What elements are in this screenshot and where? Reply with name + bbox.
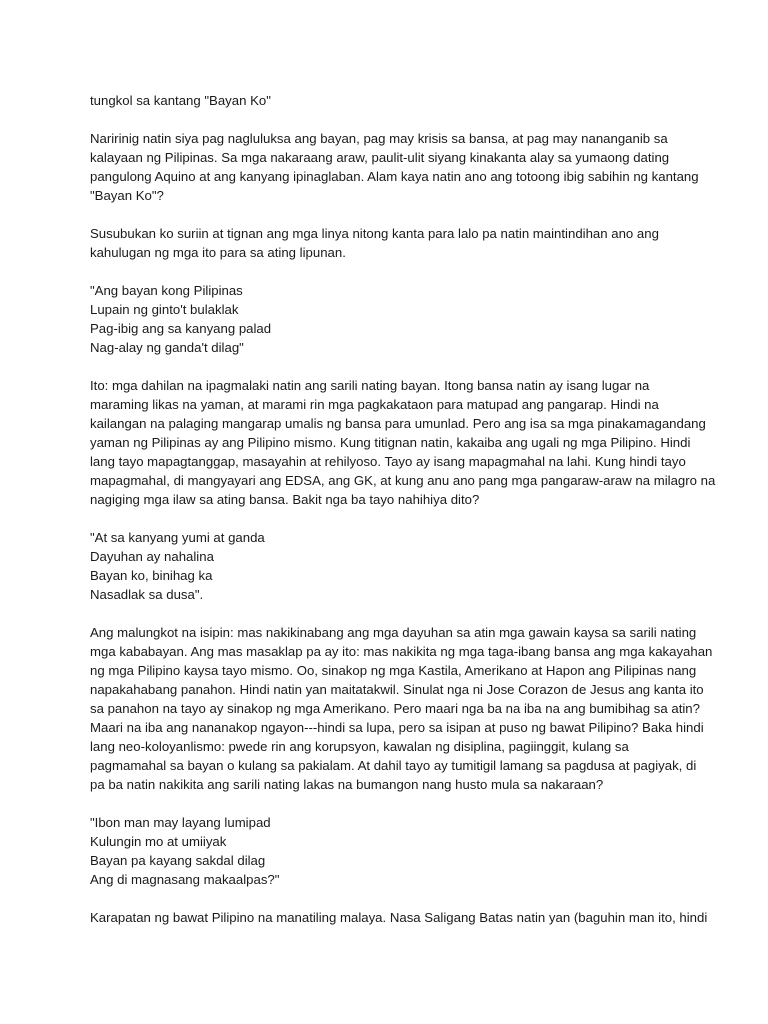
text-line: Susubukan ko suriin at tignan ang mga linya nitong kanta para lalo pa natin maintindihan ano ang	[90, 226, 659, 241]
verse-line: Bayan ko, binihag ka	[90, 568, 213, 583]
text-line: ng mga Pilipino kaysa tayo mismo. Oo, sinakop ng mga Kastila, Amerikano at Hapon ang Pilipinas nang	[90, 663, 697, 678]
verse-3	[90, 813, 690, 889]
text-line: napakahabang panahon. Hindi natin yan maitatakwil. Sinulat nga ni Jose Corazon de Jesus ang kanta ito	[90, 682, 704, 697]
text-line: kahulugan ng mga ito para sa ating lipunan.	[90, 245, 346, 260]
verse-line: Dayuhan ay nahalina	[90, 549, 214, 564]
text-line: Ito: mga dahilan na ipagmalaki natin ang sarili nating bayan. Itong bansa natin ay isang lugar na	[90, 378, 650, 393]
text-line: pa ba natin nakikita ang sarili nating lakas na bumangon nang husto mula sa nakaraan?	[90, 777, 604, 792]
document-title: tungkol sa kantang "Bayan Ko"	[90, 93, 271, 108]
paragraph-2	[90, 224, 690, 262]
document-text	[90, 91, 716, 927]
text-line: kalayaan ng Pilipinas. Sa mga nakaraang araw, paulit-ulit siyang kinakanta alay sa yumaong dating	[90, 150, 670, 165]
text-line: Karapatan ng bawat Pilipino na manatiling malaya. Nasa Saligang Batas natin yan (baguhin man ito, hindi	[90, 910, 708, 925]
verse-1	[90, 281, 690, 357]
verse-line: Bayan pa kayang sakdal dilag	[90, 853, 266, 868]
verse-line: Nasadlak sa dusa".	[90, 587, 204, 602]
paragraph-4	[90, 623, 713, 794]
verse-line: "At sa kanyang yumi at ganda	[90, 530, 265, 545]
verse-line: "Ibon man may layang lumipad	[90, 815, 271, 830]
verse-line: Kulungin mo at umiiyak	[90, 834, 227, 849]
text-line: mapagmahal, di mangyayari ang EDSA, ang GK, at kung anu ano pang mga pangaraw-araw na milagro na	[90, 473, 716, 488]
verse-2	[90, 528, 690, 604]
verse-line: Nag-alay ng ganda't dilag"	[90, 340, 244, 355]
text-line: kailangan na palaging mangarap umalis ng bansa para umunlad. Pero ang isa sa mga pinakamagandang	[90, 416, 706, 431]
text-line: Maari na iba ang nananakop ngayon---hindi sa lupa, pero sa isipan at puso ng bawat Pilipino? Baka hindi	[90, 720, 704, 735]
text-line: pagmamahal sa bayan o kulang sa pakialam. At dahil tayo ay tumitigil lamang sa pagdusa at pagiyak, di	[90, 758, 697, 773]
text-line: Naririnig natin siya pag nagluluksa ang bayan, pag may krisis sa bansa, at pag may nananganib sa	[90, 131, 668, 146]
text-line: lang neo-koloyanlismo: pwede rin ang korupsyon, kawalan ng disiplina, pagiinggit, kulang sa	[90, 739, 629, 754]
paragraph-3	[90, 376, 716, 509]
verse-line: "Ang bayan kong Pilipinas	[90, 283, 243, 298]
text-line: sa panahon na tayo ay sinakop ng mga Amerikano. Pero maari nga ba na iba na ang bumibihag sa atin?	[90, 701, 700, 716]
text-line: maraming likas na yaman, at marami rin mga pagkakataon para matupad ang pangarap. Hindi na	[90, 397, 659, 412]
text-line: yaman ng Pilipinas ay ang Pilipino mismo. Kung titignan natin, kakaiba ang ugali ng mga Pilipino. Hindi	[90, 435, 691, 450]
text-line: "Bayan Ko"?	[90, 188, 164, 203]
verse-line: Pag-ibig ang sa kanyang palad	[90, 321, 272, 336]
text-line: pangulong Aquino at ang kanyang ipinaglaban. Alam kaya natin ano ang totoong ibig sabihin ng kantang	[90, 169, 699, 184]
text-line: lang tayo mapagtanggap, masayahin at rehilyoso. Tayo ay isang mapagmahal na lahi. Kung hindi tayo	[90, 454, 686, 469]
verse-line: Lupain ng ginto't bulaklak	[90, 302, 239, 317]
paragraph-1	[90, 129, 699, 205]
text-line: mga kababayan. Ang mas masaklap pa ay ito: mas nakikita ng mga taga-ibang bansa ang mga kakayahan	[90, 644, 713, 659]
text-line: nagiging mga ilaw sa ating bansa. Bakit nga ba tayo nahihiya dito?	[90, 492, 480, 507]
verse-line: Ang di magnasang makaalpas?"	[90, 872, 280, 887]
text-line: Ang malungkot na isipin: mas nakikinabang ang mga dayuhan sa atin mga gawain kaysa sa sarili nating	[90, 625, 697, 640]
paragraph-5	[90, 908, 708, 927]
